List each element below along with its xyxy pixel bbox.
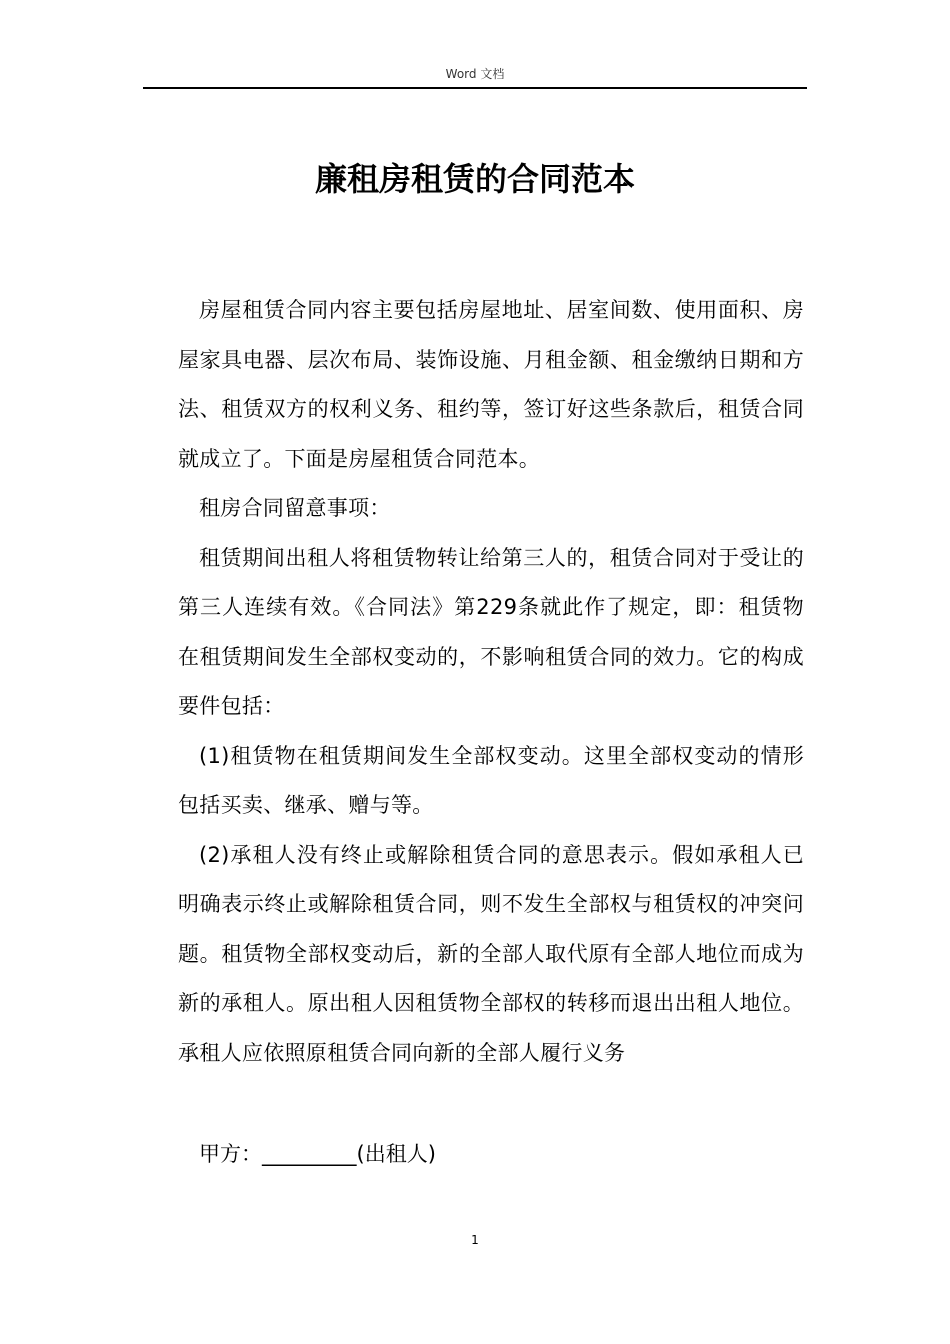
document-body: [178, 286, 804, 1078]
page-header: Word 文档: [445, 67, 505, 81]
paragraph-notes-heading: 租房合同留意事项：: [199, 496, 391, 520]
party-a-signature-line: 甲方：_________(出租人): [199, 1142, 436, 1166]
paragraph-intro: 房屋租赁合同内容主要包括房屋地址、居室间数、使用面积、房屋家具电器、层次布局、装饰设施、月租金额、租金缴纳日期和方法、租赁双方的权利义务、租约等，签订好这些条款后，租赁合同就成立了。下面是房屋租赁合同范本。: [178, 298, 804, 471]
header-divider: [143, 87, 807, 89]
paragraph-transfer: 租赁期间出租人将租赁物转让给第三人的，租赁合同对于受让的第三人连续有效。《合同法》第229条就此作了规定，即：租赁物在租赁期间发生全部权变动的，不影响租赁合同的效力。它的构成要件包括：: [178, 545, 804, 718]
paragraph-condition-1: (1)租赁物在租赁期间发生全部权变动。这里全部权变动的情形包括买卖、继承、赠与等。: [178, 743, 804, 817]
document-title: 廉租房租赁的合同范本: [314, 160, 635, 198]
paragraph-condition-2: (2)承租人没有终止或解除租赁合同的意思表示。假如承租人已明确表示终止或解除租赁合同，则不发生全部权与租赁权的冲突问题。租赁物全部权变动后，新的全部人取代原有全部人地位而成为新的承租人。原出租人因租赁物全部权的转移而退出出租人地位。承租人应依照原租赁合同向新的全部人履行义务: [178, 842, 804, 1065]
page-number: 1: [471, 1233, 479, 1247]
